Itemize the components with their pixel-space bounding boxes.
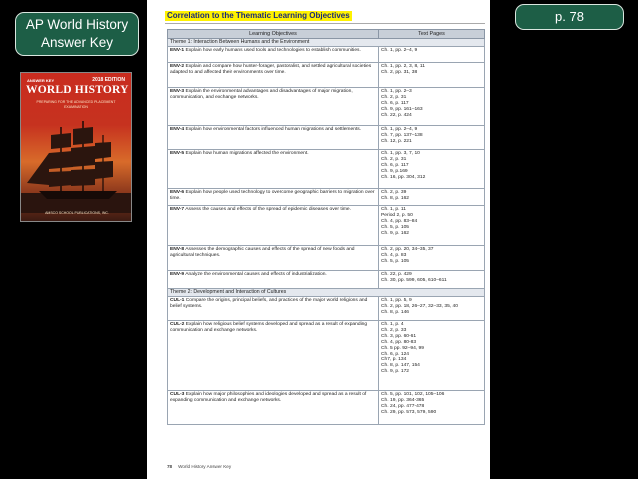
objective-text: Compare the origins, principal beliefs, and practices of the major world religions and belief systems.	[170, 298, 368, 309]
text-pages-cell: Ch. 22, p. 429 Ch. 30, pp. 599, 605, 610–611	[379, 271, 485, 289]
text-pages-cell: Ch. 5, pp. 101, 102, 105–106 Ch. 19, pp. 364-365 Ch. 24, pp. 477-478 Ch. 29, pp. 573, 579, 590	[379, 391, 485, 425]
objective-row	[168, 47, 485, 63]
cover-title: WORLD HISTORY	[26, 84, 129, 96]
text-pages-cell: Ch. 1, pp. 3, 7, 10 Ch. 2, p. 31 Ch. 6, p. 117 Ch. 9, p.169 Ch. 16, pp. 304, 312	[379, 150, 485, 189]
objective-cell	[168, 246, 379, 271]
objective-cell	[168, 206, 379, 246]
objective-code: CUL-3	[170, 392, 185, 397]
objective-row	[168, 126, 485, 150]
objective-row	[168, 150, 485, 189]
slide-title-badge	[15, 12, 139, 56]
text-pages-cell: Ch. 1, p. 4 Ch. 2, p. 33 Ch. 3, pp. 60-61 Ch. 4, pp. 80-83 Ch. 5 pp. 92–94, 99 Ch. 6, p. 124 Ch7, p. 134 Ch. 8, p. 147, 154 Ch. 9, p. 172	[379, 321, 485, 391]
objective-cell	[168, 63, 379, 88]
objective-row	[168, 63, 485, 88]
objective-row	[168, 246, 485, 271]
objective-text: Assesses the demographic causes and effects of the spread of new foods and agricultural techniques.	[170, 247, 355, 258]
objective-cell	[168, 271, 379, 289]
text-pages-cell: Ch. 1, pp. 5, 9 Ch. 2, pp. 18, 26–27, 32–33, 35, 40 Ch. 8, p. 146	[379, 297, 485, 321]
objective-text: Explain how religious belief systems developed and spread as a result of expanding communication and exchange networks.	[170, 322, 368, 333]
objective-text: Explain how environmental factors influenced human migrations and settlements.	[185, 127, 362, 132]
objective-text: Explain the environmental advantages and disadvantages of major migration, communication, and exchange networks.	[170, 89, 353, 100]
answer-key-page	[147, 0, 490, 479]
objective-cell	[168, 391, 379, 425]
text-pages-cell: Ch. 1, pp. 2, 3, 8, 11 Ch. 2, pp. 31, 38	[379, 63, 485, 88]
objective-code: ENV-7	[170, 207, 185, 212]
objective-row	[168, 297, 485, 321]
objective-code: CUL-1	[170, 298, 185, 303]
objective-cell	[168, 321, 379, 391]
table-body	[168, 39, 485, 425]
objective-row	[168, 271, 485, 289]
cover-subtitle: PREPARING FOR THE ADVANCED PLACEMENT EXAMINATION	[36, 100, 116, 109]
correlation-table	[167, 29, 485, 425]
objective-cell	[168, 150, 379, 189]
slide-title-line2: Answer Key	[40, 35, 114, 50]
cover-answer-key: ANSWER KEY	[27, 78, 55, 83]
objective-row	[168, 321, 485, 391]
theme-row	[168, 289, 485, 297]
objective-code: ENV-2	[170, 64, 185, 69]
objective-code: ENV-6	[170, 190, 185, 195]
footer-book-title: World History Answer Key	[178, 464, 232, 469]
objective-code: ENV-5	[170, 151, 185, 156]
theme-title: Theme 1: Interaction Between Humans and the Environment	[168, 39, 485, 47]
objective-text: Analyze the environmental causes and effects of industrialization.	[185, 272, 327, 277]
footer-page-number: 78	[167, 464, 173, 469]
objective-row	[168, 206, 485, 246]
objective-cell	[168, 88, 379, 126]
objective-code: ENV-8	[170, 247, 185, 252]
objective-code: ENV-4	[170, 127, 185, 132]
text-pages-cell: Ch. 1, pp. 2–3 Ch. 2, p. 31 Ch. 6, p. 117 Ch. 9, pp. 161–163 Ch. 22, p. 424	[379, 88, 485, 126]
objective-text: Explain and compare how hunter-forager, pastoralist, and settled agricultural societies adapted to and affected their environments over time.	[170, 64, 372, 75]
table-header-row	[168, 30, 485, 39]
objective-cell	[168, 126, 379, 150]
page-reference-badge: p. 78	[515, 4, 624, 30]
text-pages-cell: Ch. 1, p. 11 Period 2, p. 50 Ch. 4, pp. 83–84 Ch. 5, p. 105 Ch. 9, p. 162	[379, 206, 485, 246]
book-cover-image	[20, 72, 132, 222]
slide-title-line1: AP World History	[25, 17, 129, 32]
objective-text: Explain how human migrations affected the environment.	[185, 151, 309, 156]
objective-row	[168, 391, 485, 425]
theme-row	[168, 39, 485, 47]
heading-rule	[165, 23, 485, 24]
correlation-heading: Correlation to the Thematic Learning Objectives	[167, 11, 350, 20]
objective-code: CUL-2	[170, 322, 185, 327]
objective-row	[168, 88, 485, 126]
objective-text: Explain how people used technology to overcome geographic barriers to migration over time.	[170, 190, 375, 201]
theme-title: Theme 2: Development and Interaction of Cultures	[168, 289, 485, 297]
column-header-pages: Text Pages	[379, 30, 485, 39]
cover-edition: 2018 EDITION	[92, 77, 125, 83]
text-pages-cell: Ch. 1, pp. 2–4, 9	[379, 47, 485, 63]
text-pages-cell: Ch. 2, p. 39 Ch. 8, p. 162	[379, 189, 485, 206]
objective-code: ENV-9	[170, 272, 185, 277]
text-pages-cell: Ch. 2, pp. 20, 34–35, 37 Ch. 4, p. 83 Ch. 5, p. 105	[379, 246, 485, 271]
objective-row	[168, 189, 485, 206]
column-header-objectives: Learning Objectives	[168, 30, 379, 39]
objective-cell	[168, 47, 379, 63]
objective-cell	[168, 189, 379, 206]
page-footer	[167, 464, 231, 469]
objective-text: Explain how early humans used tools and technologies to establish communities.	[185, 48, 361, 53]
objective-cell	[168, 297, 379, 321]
text-pages-cell: Ch. 1, pp. 2–4, 9 Ch. 7, pp. 137–138 Ch. 12, p. 221	[379, 126, 485, 150]
cover-publisher: AMSCO SCHOOL PUBLICATIONS, INC.	[45, 211, 109, 215]
objective-code: ENV-3	[170, 89, 185, 94]
objective-text: Explain how major philosophies and ideologies developed and spread as a result of expanding communication and exchange networks.	[170, 392, 367, 403]
tall-ship-illustration	[21, 113, 132, 213]
objective-text: Assess the causes and effects of the spread of epidemic diseases over time.	[185, 207, 351, 212]
objective-code: ENV-1	[170, 48, 185, 53]
